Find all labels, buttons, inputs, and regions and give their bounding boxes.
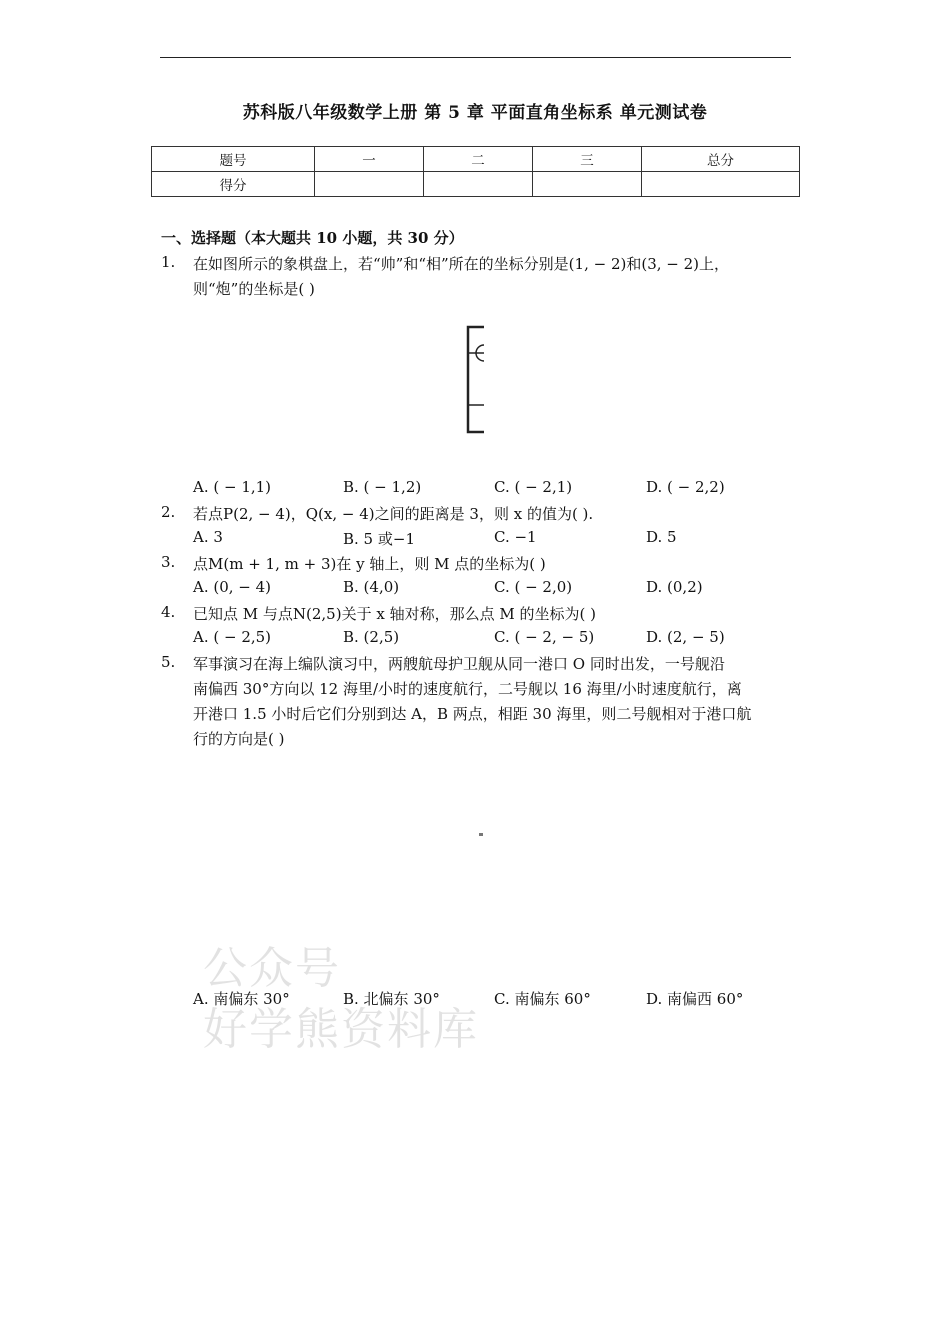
section-heading: 一、选择题（本大题共 10 小题，共 30 分） (161, 229, 464, 247)
option-c: C. ( − 2, − 5) (494, 628, 595, 646)
question-number: 2. (161, 503, 176, 521)
score-table (151, 146, 800, 197)
option-b: B. 5 或−1 (343, 530, 415, 548)
score-header-cell: 三 (533, 147, 642, 172)
option-a: A. 3 (193, 528, 223, 546)
score-header-cell: 一 (315, 147, 424, 172)
question-text: 行的方向是( ) (193, 730, 285, 748)
question-text: 已知点 M 与点N(2,5)关于 x 轴对称，那么点 M 的坐标为( ) (193, 605, 596, 623)
score-header-cell: 题号 (152, 147, 315, 172)
question-text: 则“炮”的坐标是( ) (193, 280, 315, 298)
score-cell (533, 172, 642, 197)
option-a: A. 南偏东 30° (193, 990, 290, 1008)
option-b: B. 北偏东 30° (343, 990, 440, 1008)
question-number: 1. (161, 253, 176, 271)
score-cell (424, 172, 533, 197)
option-c: C. −1 (494, 528, 537, 546)
watermark-line-2: 好学熊资料库 (203, 1004, 479, 1055)
option-d: D. (2, − 5) (646, 628, 725, 646)
option-b: B. (4,0) (343, 578, 400, 596)
question-number: 3. (161, 553, 176, 571)
option-d: D. ( − 2,2) (646, 478, 725, 496)
option-c: C. 南偏东 60° (494, 990, 591, 1008)
score-cell (642, 172, 800, 197)
option-b: B. (2,5) (343, 628, 400, 646)
question-text: 点M(m + 1, m + 3)在 y 轴上，则 M 点的坐标为( ) (193, 555, 546, 573)
question-text: 南偏西 30°方向以 12 海里/小时的速度航行，二号舰以 16 海里/小时速度航行，离 (193, 680, 742, 698)
board-edge (468, 327, 484, 432)
option-d: D. 5 (646, 528, 677, 546)
question-text: 在如图所示的象棋盘上，若“帅”和“相”所在的坐标分别是(1, − 2)和(3, − 2)上， (193, 255, 730, 273)
question-text: 开港口 1.5 小时后它们分别到达 A，B 两点，相距 30 海里，则二号舰相对于港口航 (193, 705, 752, 723)
option-d: D. (0,2) (646, 578, 703, 596)
chessboard-figure (465, 325, 489, 435)
question-number: 5. (161, 653, 176, 671)
top-rule (160, 57, 791, 58)
score-table-header-row (152, 147, 800, 172)
option-c: C. ( − 2,1) (494, 478, 573, 496)
page-title: 苏科版八年级数学上册 第 5 章 平面直角坐标系 单元测试卷 (242, 103, 708, 123)
question-text: 军事演习在海上编队演习中，两艘航母护卫舰从同一港口 O 同时出发，一号舰沿 (193, 655, 725, 673)
score-header-cell: 二 (424, 147, 533, 172)
question-number: 4. (161, 603, 176, 621)
option-a: A. (0, − 4) (193, 578, 272, 596)
option-d: D. 南偏西 60° (646, 990, 744, 1008)
score-row-label: 得分 (152, 172, 315, 197)
score-cell (315, 172, 424, 197)
option-c: C. ( − 2,0) (494, 578, 573, 596)
question-text: 若点P(2, − 4)，Q(x, − 4)之间的距离是 3，则 x 的值为( ). (193, 505, 594, 523)
option-b: B. ( − 1,2) (343, 478, 422, 496)
option-a: A. ( − 2,5) (193, 628, 272, 646)
figure-placeholder-mark (479, 833, 483, 836)
watermark-line-1: 公众号 (203, 943, 341, 994)
score-table-score-row (152, 172, 800, 197)
option-a: A. ( − 1,1) (193, 478, 272, 496)
score-header-cell: 总分 (642, 147, 800, 172)
